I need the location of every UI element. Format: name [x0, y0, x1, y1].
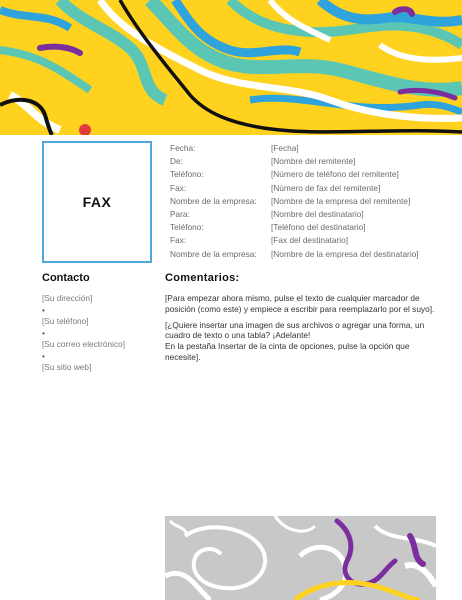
contact-separator: • — [42, 304, 45, 315]
comments-heading: Comentarios: — [165, 272, 240, 284]
field-value-sender-fax[interactable]: [Número de fax del remitente] — [271, 182, 381, 193]
field-value-recipient-fax[interactable]: [Fax del destinatario] — [271, 235, 349, 246]
comments-paragraph-2-line-2: En la pestaña Insertar de la cinta de opciones, pulse la opción que necesite]. — [165, 341, 410, 362]
contact-address[interactable]: [Su dirección] — [42, 293, 93, 303]
field-label: De: — [170, 156, 183, 167]
fax-title: FAX — [82, 194, 112, 210]
field-value-sender-name[interactable]: [Nombre del remitente] — [271, 156, 356, 167]
contact-separator: • — [42, 327, 45, 338]
field-value-sender-phone[interactable]: [Número de teléfono del remitente] — [271, 169, 399, 180]
field-row-date — [170, 142, 419, 155]
field-value-sender-company[interactable]: [Nombre de la empresa del remitente] — [271, 195, 411, 206]
fax-info-fields — [170, 142, 419, 261]
fax-title-box — [42, 141, 152, 263]
field-label: Fecha: — [170, 143, 196, 153]
field-row-from — [170, 155, 419, 168]
field-value-date[interactable]: [Fecha] — [271, 143, 299, 153]
field-row-recipient-fax — [170, 234, 419, 247]
field-label: Nombre de la empresa: — [170, 195, 257, 206]
comments-paragraph-2[interactable] — [165, 320, 440, 363]
contact-heading: Contacto — [42, 272, 90, 284]
contact-phone[interactable]: [Su teléfono] — [42, 316, 89, 326]
field-row-recipient-phone — [170, 221, 419, 234]
field-label: Fax: — [170, 182, 187, 193]
field-row-sender-company — [170, 195, 419, 208]
field-row-sender-phone — [170, 168, 419, 181]
footer-banner-art — [165, 516, 436, 600]
field-value-recipient-company[interactable]: [Nombre de la empresa del destinatario] — [271, 248, 419, 259]
comments-paragraph-1[interactable]: [Para empezar ahora mismo, pulse el texto de cualquier marcador de posición (como este) y empiece a escribir para reemplazarlo por el suyo]. — [165, 293, 435, 314]
field-value-recipient-phone[interactable]: [Teléfono del destinatario] — [271, 222, 366, 233]
field-label: Para: — [170, 208, 190, 219]
header-banner-art — [0, 0, 462, 135]
field-label: Teléfono: — [170, 222, 204, 233]
field-row-recipient-company — [170, 248, 419, 261]
comments-body — [165, 293, 440, 368]
contact-email[interactable]: [Su correo electrónico] — [42, 339, 126, 349]
contact-website[interactable]: [Su sitio web] — [42, 362, 92, 372]
field-value-recipient-name[interactable]: [Nombre del destinatario] — [271, 208, 364, 219]
field-row-to — [170, 208, 419, 221]
comments-paragraph-2-line-1: [¿Quiere insertar una imagen de sus archivos o agregar una forma, un cuadro de texto o una tabla? ¡Adelante! — [165, 319, 425, 341]
contact-block — [42, 293, 125, 374]
field-label: Fax: — [170, 235, 187, 246]
field-label: Teléfono: — [170, 169, 204, 180]
contact-separator: • — [42, 350, 45, 361]
field-row-sender-fax — [170, 182, 419, 195]
field-label: Nombre de la empresa: — [170, 248, 257, 259]
